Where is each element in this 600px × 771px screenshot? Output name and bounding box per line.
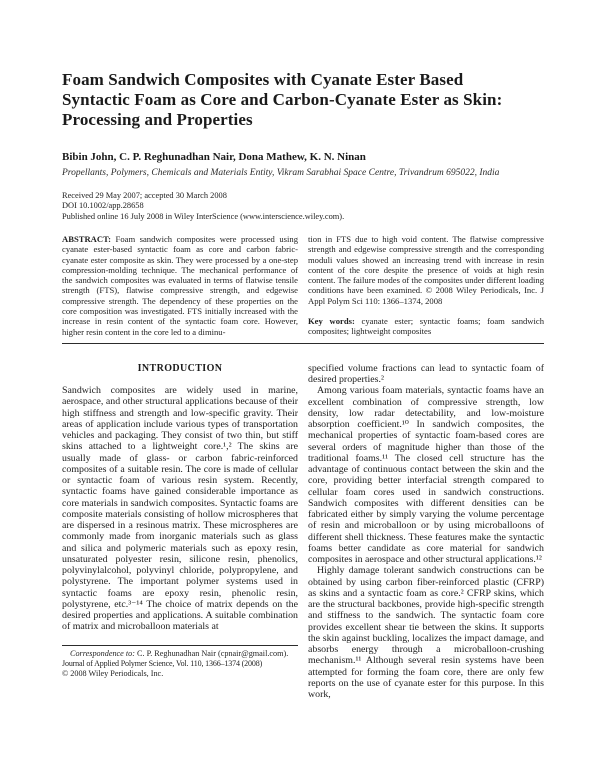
published-line: Published online 16 July 2008 in Wiley InterScience (www.interscience.wiley.com).: [62, 212, 345, 222]
received-line: Received 29 May 2007; accepted 30 March 2008: [62, 190, 227, 200]
publication-meta: [62, 191, 544, 223]
abstract-column-left: [62, 234, 298, 337]
keywords-line: [308, 316, 544, 337]
authors-line: Bibin John, C. P. Reghunadhan Nair, Dona Mathew, K. N. Ninan: [62, 150, 366, 163]
doi-line: DOI 10.1002/app.28658: [62, 201, 144, 211]
affiliation-line: Propellants, Polymers, Chemicals and Materials Entity, Vikram Sarabhai Space Centre, Trivandrum 695022, India: [62, 167, 500, 178]
body-paragraph-right-2: Among various foam materials, syntactic foams have an excellent combination of compressive strength, low density, low radar detectability, and low-moisture absorption coefficient.¹⁰ In sandwich composites, the mechanical properties of syntactic foam-based cores are several orders of magnitude higher than those of the traditional foams.¹¹ The closed cell structure has the advantage of continuous contact between the skin and the core, providing better interfacial strength compared to cellular foam cores used in sandwich constructions. Sandwich composites with different densities can be fabricated either by simply varying the volume percentage of resin and microballoon or by using microballoons of different shell thickness. These features make the syntactic foams better candidate as core material for sandwich composites in aerospace and other structural applications.¹²: [308, 385, 544, 566]
body-column-right: [308, 363, 544, 701]
correspondence-label: Correspondence to:: [70, 648, 135, 658]
abstract-column-right: [308, 234, 544, 337]
abstract-text-left: Foam sandwich composites were processed using cyanate ester-based syntactic foam as core and carbon fabric-cyanate ester composite as skin. They were processed by a one-step compression-molding technique. The mechanical performance of the sandwich composites was evaluated in terms of flatwise tensile strength (FTS), flatwise compressive strength, and edgewise compressive strength. The dependency of these properties on the core composition was investigated. FTS initially increased with the increase in resin content of the syntactic foam core. However, higher resin content in the core led to a diminu-: [62, 234, 298, 337]
correspondence-line: [62, 649, 298, 659]
abstract-divider-rule: [62, 343, 544, 344]
abstract-label: ABSTRACT:: [62, 234, 112, 244]
correspondence-text: C. P. Reghunadhan Nair (cpnair@gmail.com).: [137, 648, 289, 658]
paper-title: Foam Sandwich Composites with Cyanate Ester Based Syntactic Foam as Core and Carbon-Cyanate Ester as Skin: Processing and Properties: [62, 70, 503, 130]
footnote-divider-rule: [62, 645, 298, 646]
body-column-left: [62, 363, 298, 701]
journal-citation-line: Journal of Applied Polymer Science, Vol. 110, 1366–1374 (2008): [62, 659, 263, 669]
abstract-text-right: tion in FTS due to high void content. The flatwise compressive strength and edgewise compressive strength and the corresponding moduli values showed an increasing trend with increase in resin content of the core despite the presence of voids at high resin content. The failure modes of the composites under different loading conditions have been examined. © 2008 Wiley Periodicals, Inc. J Appl Polym Sci 110: 1366–1374, 2008: [308, 234, 544, 306]
keywords-label: Key words:: [308, 316, 355, 327]
body-paragraph-right-3: Highly damage tolerant sandwich constructions can be obtained by using carbon fiber-reinforced plastic (CFRP) as skins and a syntactic foam as core.² CFRP skins, which are the structural backbones, provide high-specific strength and stiffness to the sandwich. The syntactic foam core provides excellent shear tie between the skins. It supports the skin against buckling, localizes the impact damage, and absorbs energy through a microballoon-crushing mechanism.¹¹ Although several resin systems have been attempted for forming the foam core, there are only few reports on the use of cyanate ester for this purpose. In this work,: [308, 565, 544, 701]
article-body: [62, 363, 544, 701]
introduction-heading: INTRODUCTION: [137, 362, 223, 374]
keywords-text: cyanate ester; syntactic foams; foam sandwich composites; lightweight composites: [308, 316, 544, 337]
copyright-line: © 2008 Wiley Periodicals, Inc.: [62, 669, 164, 679]
abstract-paragraph-left: [62, 234, 298, 337]
abstract-section: [62, 234, 544, 337]
body-paragraph-right-1: specified volume fractions can lead to syntactic foam of desired properties.²: [308, 362, 544, 386]
footnote-block: [62, 645, 298, 680]
body-paragraph-left: Sandwich composites are widely used in marine, aerospace, and other structural applications because of their high stiffness and strength and low-specific gravity. Their areas of application include various types of transportation vehicles and packaging. They consist of two thin, but stiff skins attached to a lightweight core.¹,² The skins are usually made of glass- or carbon fabric-reinforced composites of a suitable resin. The core is made of cellular or syntactic foam of various resin system. Recently, syntactic foams have gained considerable importance as core materials in sandwich composites. Syntactic foams are composite materials consisting of hollow microspheres that are dispersed in a resinous matrix. These microspheres are commonly made from inorganic materials such as glass and silica and polymeric materials such as epoxy resin, unsaturated polyester resin, silicone resin, phenolics, polyvinylalcohol, polyvinyl chloride, polypropylene, and polystyrene. The important polymer systems used in syntactic foams are epoxy resin, phenolic resin, polystyrene, etc.³⁻¹⁴ The choice of matrix depends on the desired properties and applications. A suitable combination of matrix and microballoon materials at: [62, 385, 298, 633]
